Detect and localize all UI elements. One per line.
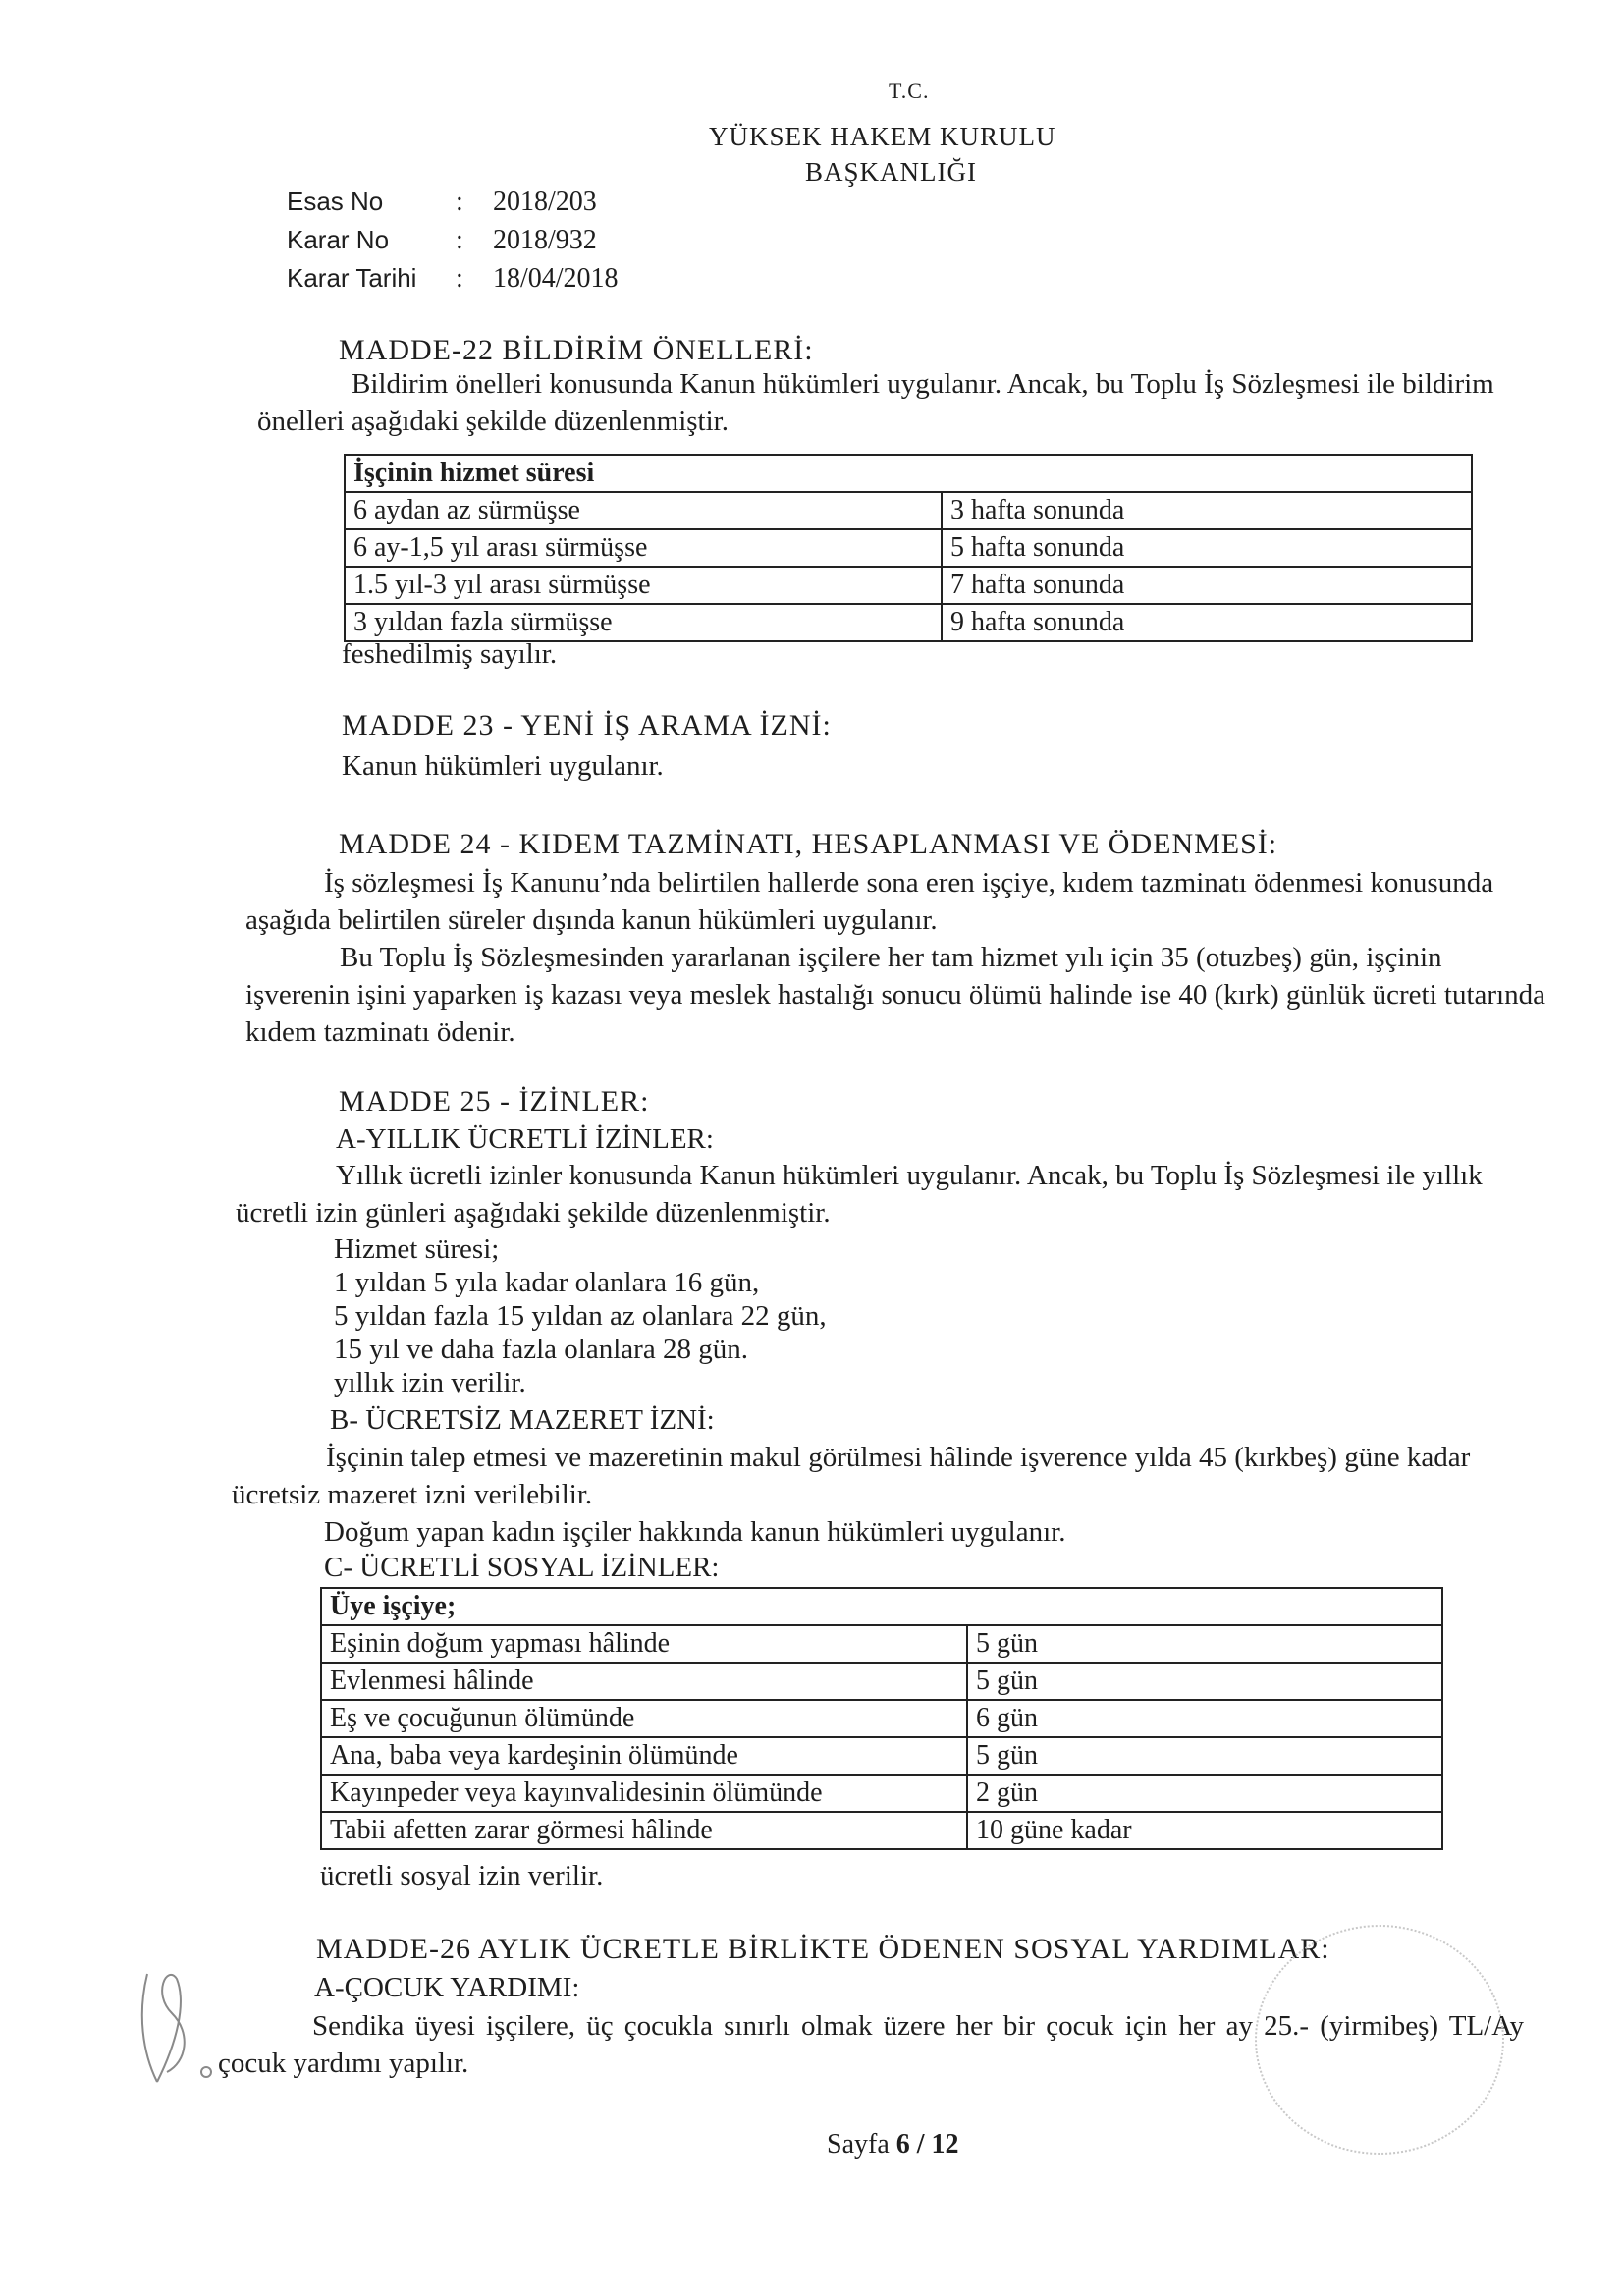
table-cell: Eş ve çocuğunun ölümünde <box>321 1700 967 1737</box>
case-meta <box>287 183 619 298</box>
madde25-b-paragraph-1: İşçinin talep etmesi ve mazeretinin makul görülmesi hâlinde işverence yılda 45 (kırkbeş) güne kadar ücretsiz mazeret izni verilebilir. <box>232 1442 1471 1510</box>
madde25-c-title: C- ÜCRETLİ SOSYAL İZİNLER: <box>324 1552 720 1583</box>
table-row <box>321 1775 1442 1812</box>
madde23-heading: MADDE 23 - YENİ İŞ ARAMA İZNİ: <box>342 709 832 741</box>
madde25-a-line: 1 yıldan 5 yıla kadar olanlara 16 gün, <box>334 1267 760 1298</box>
social-leave-table <box>320 1587 1443 1850</box>
meta-row-karar: Karar No : 2018/932 <box>287 221 619 259</box>
table-cell: 6 aydan az sürmüşse <box>345 492 942 529</box>
table-cell: 5 hafta sonunda <box>942 529 1472 567</box>
madde23-text: Kanun hükümleri uygulanır. <box>342 750 664 782</box>
table-cell: 9 hafta sonunda <box>942 604 1472 641</box>
table-cell: 1.5 yıl-3 yıl arası sürmüşse <box>345 567 942 604</box>
madde25-a-line: yıllık izin verilir. <box>334 1367 526 1398</box>
madde24-paragraph-1: İş sözleşmesi İş Kanunu’nda belirtilen hallerde sona eren işçiye, kıdem tazminatı ödenmesi konusunda aşağıda belirtilen süreler dışında kanun hükümleri uygulanır. <box>245 867 1494 936</box>
madde25-heading: MADDE 25 - İZİNLER: <box>339 1085 650 1118</box>
table-cell: 5 gün <box>967 1625 1442 1663</box>
madde25-a-line: 5 yıldan fazla 15 yıldan az olanlara 22 gün, <box>334 1300 827 1332</box>
table-cell: Kayınpeder veya kayınvalidesinin ölümünde <box>321 1775 967 1812</box>
page-number: Sayfa 6 / 12 <box>827 2129 959 2159</box>
madde25-a-line: 15 yıl ve daha fazla olanlara 28 gün. <box>334 1334 748 1365</box>
header-subtitle: BAŞKANLIĞI <box>805 157 977 187</box>
madde24-heading: MADDE 24 - KIDEM TAZMİNATI, HESAPLANMASI VE ÖDENMESİ: <box>339 828 1278 860</box>
table-cell: Tabii afetten zarar görmesi hâlinde <box>321 1812 967 1849</box>
madde25-c-footer: ücretli sosyal izin verilir. <box>320 1860 604 1891</box>
table-header: Üye işçiye; <box>321 1588 1442 1625</box>
table-row <box>321 1625 1442 1663</box>
table-cell: 6 ay-1,5 yıl arası sürmüşse <box>345 529 942 567</box>
madde22-intro: Bildirim önelleri konusunda Kanun hükümleri uygulanır. Ancak, bu Toplu İş Sözleşmesi ile bildirim önelleri aşağıdaki şekilde düzenlenmiştir. <box>257 368 1494 437</box>
madde22-heading: MADDE-22 BİLDİRİM ÖNELLERİ: <box>339 334 814 366</box>
page-label: Sayfa <box>827 2129 890 2159</box>
meta-label: Karar No <box>287 225 390 254</box>
table-cell: Ana, baba veya kardeşinin ölümünde <box>321 1737 967 1775</box>
meta-row-tarih: Karar Tarihi : 18/04/2018 <box>287 259 619 298</box>
madde26-a-title: A-ÇOCUK YARDIMI: <box>314 1972 580 2003</box>
madde22-footer: feshedilmiş sayılır. <box>342 638 558 670</box>
meta-value: 2018/932 <box>493 225 597 255</box>
madde26-a-paragraph: Sendika üyesi işçilere, üç çocukla sınırlı olmak üzere her bir çocuk için her ay 25.- (yirmibeş) TL/Ay çocuk yardımı yapılır. <box>218 2010 1524 2079</box>
table-cell: 7 hafta sonunda <box>942 567 1472 604</box>
meta-value: 2018/203 <box>493 187 597 217</box>
table-cell: 5 gün <box>967 1737 1442 1775</box>
meta-label: Karar Tarihi <box>287 263 417 293</box>
table-header: İşçinin hizmet süresi <box>345 455 1472 492</box>
madde25-b-paragraph-2: Doğum yapan kadın işçiler hakkında kanun hükümleri uygulanır. <box>324 1516 1066 1548</box>
table-row <box>345 455 1472 492</box>
header-tc: T.C. <box>889 79 930 103</box>
header-title: YÜKSEK HAKEM KURULU <box>709 122 1056 151</box>
table-row <box>321 1700 1442 1737</box>
meta-value: 18/04/2018 <box>493 263 619 294</box>
table-row <box>345 492 1472 529</box>
table-cell: 2 gün <box>967 1775 1442 1812</box>
table-cell: 3 hafta sonunda <box>942 492 1472 529</box>
table-row <box>345 567 1472 604</box>
page-total: 12 <box>931 2129 959 2159</box>
table-cell: 3 yıldan fazla sürmüşse <box>345 604 942 641</box>
madde25-a-line: Hizmet süresi; <box>334 1233 500 1265</box>
madde26-heading: MADDE-26 AYLIK ÜCRETLE BİRLİKTE ÖDENEN SOSYAL YARDIMLAR: <box>316 1933 1330 1965</box>
notice-table <box>344 454 1473 642</box>
table-cell: Evlenmesi hâlinde <box>321 1663 967 1700</box>
table-cell: 6 gün <box>967 1700 1442 1737</box>
table-cell: 5 gün <box>967 1663 1442 1700</box>
madde25-a-title: A-YILLIK ÜCRETLİ İZİNLER: <box>336 1123 714 1155</box>
signature-mark <box>118 1954 226 2102</box>
meta-label: Esas No <box>287 187 384 216</box>
table-row <box>321 1737 1442 1775</box>
page-current: 6 <box>895 2129 910 2159</box>
madde24-paragraph-2: Bu Toplu İş Sözleşmesinden yararlanan işçilere her tam hizmet yılı için 35 (otuzbeş) gün, işçinin işverenin işini yaparken iş kazası veya meslek hastalığı sonucu ölümü halinde ise 40 (kırk) günlük ücreti tutarında kıdem tazminatı ödenir. <box>245 942 1545 1048</box>
table-row <box>321 1812 1442 1849</box>
madde25-a-paragraph: Yıllık ücretli izinler konusunda Kanun hükümleri uygulanır. Ancak, bu Toplu İş Sözleşmesi ile yıllık ücretli izin günleri aşağıdaki şekilde düzenlenmiştir. <box>236 1160 1483 1229</box>
stamp-mark <box>1255 1925 1504 2155</box>
table-cell: Eşinin doğum yapması hâlinde <box>321 1625 967 1663</box>
madde25-b-title: B- ÜCRETSİZ MAZERET İZNİ: <box>330 1404 715 1436</box>
table-row <box>345 529 1472 567</box>
meta-row-esas: Esas No : 2018/203 <box>287 183 619 221</box>
table-row <box>321 1588 1442 1625</box>
table-row <box>321 1663 1442 1700</box>
table-cell: 10 güne kadar <box>967 1812 1442 1849</box>
